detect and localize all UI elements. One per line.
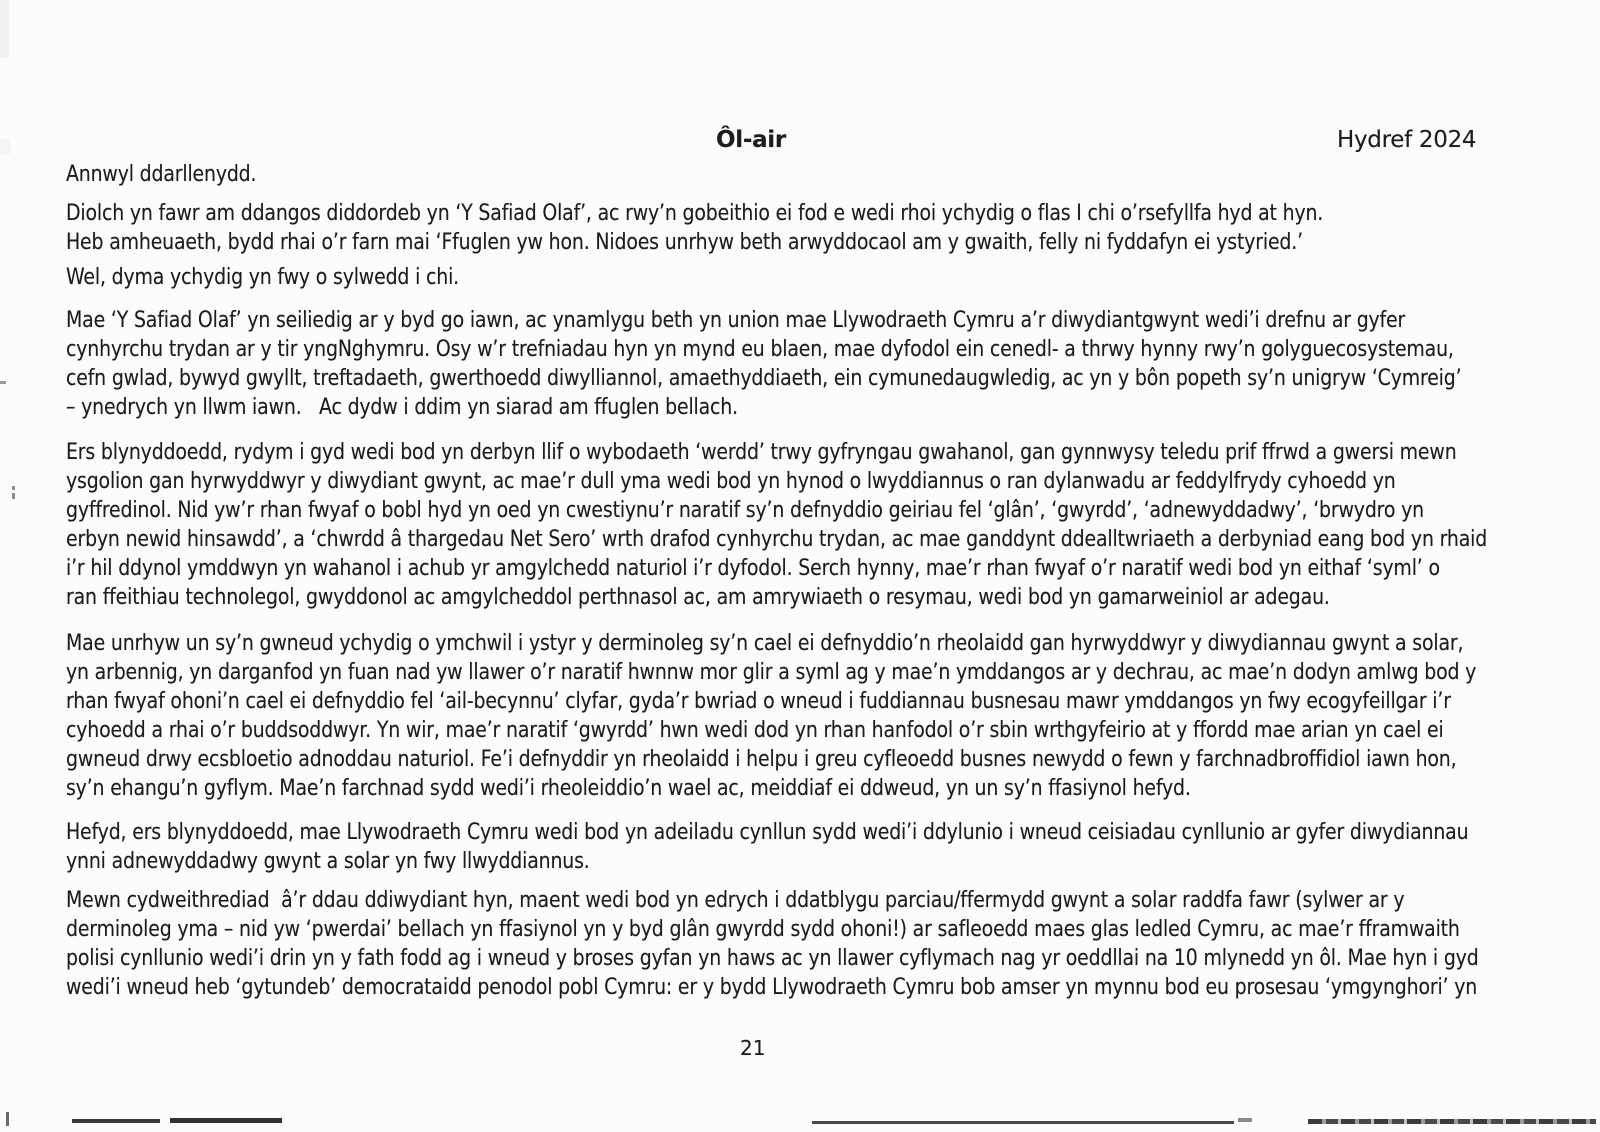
scan-artifact-bottom-tick: [6, 1112, 9, 1126]
paragraph: [66, 818, 1468, 876]
text-line: – ynedrych yn llwm iawn. Ac dydw i ddim yn siarad am ffuglen bellach.: [66, 395, 738, 420]
issue-date: Hydref 2024: [1337, 127, 1477, 153]
paragraph: [66, 886, 1479, 1002]
text-line: yn arbennig, yn darganfod yn fuan nad yw llawer o’r naratif hwnnw mor glir a syml ag y mae’n ymddangos ar y dechrau, ac mae’n dodyn amlwg bod y: [66, 660, 1477, 685]
salutation: [66, 160, 256, 189]
text-line: cyhoedd a rhai o’r buddsoddwyr. Yn wir, mae’r naratif ‘gwyrdd’ hwn wedi dod yn rhan hanfodol o’r sbin wrthgyfeirio at y ffordd mae arian yn cael ei: [66, 718, 1444, 743]
text-line: Ers blynyddoedd, rydym i gyd wedi bod yn derbyn llif o wybodaeth ‘werdd’ trwy gyfryngau gwahanol, gan gynnwysy teledu prif ffrwd a gwersi mewn: [66, 440, 1457, 465]
text-line: cynhyrchu trydan ar y tir yngNghymru. Osy w’r trefniadau hyn yn mynd eu blaen, mae dyfodol ein cenedl- a thrwy hynny rwy’n golyguecosystemau,: [66, 337, 1454, 362]
scan-artifact-bottom-bar: [72, 1119, 160, 1123]
scan-artifact-bottom-bar: [170, 1118, 282, 1123]
text-line: Wel, dyma ychydig yn fwy o sylwedd i chi.: [66, 265, 460, 290]
scan-artifact-left-dash: [0, 381, 6, 384]
text-line: ysgolion gan hyrwyddwyr y diwydiant gwynt, ac mae’r dull yma wedi bod yn hynod o lwyddiannus o ran dylanwadu ar feddylfrydy cyhoedd yn: [66, 469, 1396, 494]
text-line: ynni adnewyddadwy gwynt a solar yn fwy llwyddiannus.: [66, 849, 590, 874]
text-line: erbyn newid hinsawdd’, a ‘chwrdd â thargedau Net Sero’ wrth drafod cynhyrchu trydan, ac mae ganddynt ddealltwriaeth a derbyniad eang bod yn rhaid: [66, 527, 1488, 552]
text-line: sy’n ehangu’n gyflym. Mae’n farchnad sydd wedi’i rheoleiddio’n wael ac, meiddiaf ei ddweud, yn un sy’n ffasiynol hefyd.: [66, 776, 1191, 801]
text-line: ran ffeithiau technolegol, gwyddonol ac amgylcheddol perthnasol ac, am amrywiaeth o resymau, wedi bod yn gamarweiniol ar adegau.: [66, 585, 1330, 610]
scan-artifact-corner-strip: [0, 0, 9, 58]
scan-artifact-left-speck: [12, 493, 15, 499]
text-line: Mewn cydweithrediad â’r ddau ddiwydiant hyn, maent wedi bod yn edrych i ddatblygu parciau/ffermydd gwynt a solar raddfa fawr (sylwer ar y: [66, 888, 1405, 913]
paragraph: [66, 263, 459, 292]
paragraph: [66, 306, 1461, 422]
paragraph: [66, 199, 1323, 257]
scan-artifact-left-speck: [12, 486, 15, 490]
paragraph: [66, 438, 1487, 612]
text-line: Mae ‘Y Safiad Olaf’ yn seiliedig ar y byd go iawn, ac ynamlygu beth yn union mae Llywodraeth Cymru a’r diwydiantgwynt wedi’i drefnu ar gyfer: [66, 308, 1406, 333]
scan-artifact-bottom-line: [812, 1121, 1234, 1124]
text-line: Heb amheuaeth, bydd rhai o’r farn mai ‘Ffuglen yw hon. Nidoes unrhyw beth arwyddocaol am y gwaith, felly ni fyddafyn ei ystyried.’: [66, 230, 1303, 255]
text-line: wedi’i wneud heb ‘gytundeb’ democrataidd penodol pobl Cymru: er y bydd Llywodraeth Cymru bob amser yn mynnu bod eu prosesau ‘ymgynghori’ yn: [66, 975, 1478, 1000]
text-line: Hefyd, ers blynyddoedd, mae Llywodraeth Cymru wedi bod yn adeiladu cynllun sydd wedi’i ddylunio i wneud ceisiadau cynllunio ar gyfer diwydiannau: [66, 820, 1469, 845]
text-line: cefn gwlad, bywyd gwyllt, treftadaeth, gwerthoedd diwylliannol, amaethyddiaeth, ein cymunedaugwledig, ac yn y bôn popeth sy’n unigryw ‘Cymreig’: [66, 366, 1462, 391]
page-title: Ôl-air: [716, 127, 786, 153]
text-line: Diolch yn fawr am ddangos diddordeb yn ‘Y Safiad Olaf’, ac rwy’n gobeithio ei fod e wedi rhoi ychydig o flas I chi o’rsefyllfa hyd at hyn.: [66, 201, 1324, 226]
text-line: polisi cynllunio wedi’i drin yn y fath fodd ag i wneud y broses gyfan yn haws ac yn llawer cyflymach nag yr oeddllai na 10 mlynedd yn ôl. Mae hyn i gyd: [66, 946, 1479, 971]
scan-artifact-bottom-speck: [1238, 1118, 1252, 1122]
text-line: gwneud drwy ecsbloetio adnoddau naturiol. Fe’i defnyddir yn rheolaidd i helpu i greu cyfleoedd busnes newydd o fewn y farchnadbroffidiol iawn hon,: [66, 747, 1457, 772]
text-line: gyffredinol. Nid yw’r rhan fwyaf o bobl hyd yn oed yn cwestiynu’r naratif sy’n defnyddio geiriau fel ‘glân’, ‘gwyrdd’, ‘adnewyddadwy’, ‘brwydro yn: [66, 498, 1424, 523]
scan-artifact-bottom-dashes: [1308, 1119, 1596, 1124]
text-line: i’r hil ddynol ymddwyn yn wahanol i achub yr amgylchedd naturiol i’r dyfodol. Serch hynny, mae’r rhan fwyaf o’r naratif wedi bod yn eithaf ‘syml’ o: [66, 556, 1440, 581]
text-line: Mae unrhyw un sy’n gwneud ychydig o ymchwil i ystyr y derminoleg sy’n cael ei defnyddio’n rheolaidd gan hyrwyddwyr y diwydiannau gwynt a solar,: [66, 631, 1464, 656]
text-line: derminoleg yma – nid yw ‘pwerdai’ bellach yn ffasiynol yn y byd glân gwyrdd sydd ohoni!) ar safleoedd maes glas ledled Cymru, ac mae’r fframwaith: [66, 917, 1460, 942]
scan-artifact-edge-smudge: [0, 138, 10, 154]
page-number: 21: [740, 1036, 766, 1060]
text-line: rhan fwyaf ohoni’n cael ei defnyddio fel ‘ail-becynnu’ clyfar, gyda’r bwriad o wneud i fuddiannau busnesau mawr ymddangos yn fwy ecogyfeillgar i’r: [66, 689, 1451, 714]
text-line: Annwyl ddarllenydd.: [66, 162, 257, 187]
paragraph: [66, 629, 1476, 803]
